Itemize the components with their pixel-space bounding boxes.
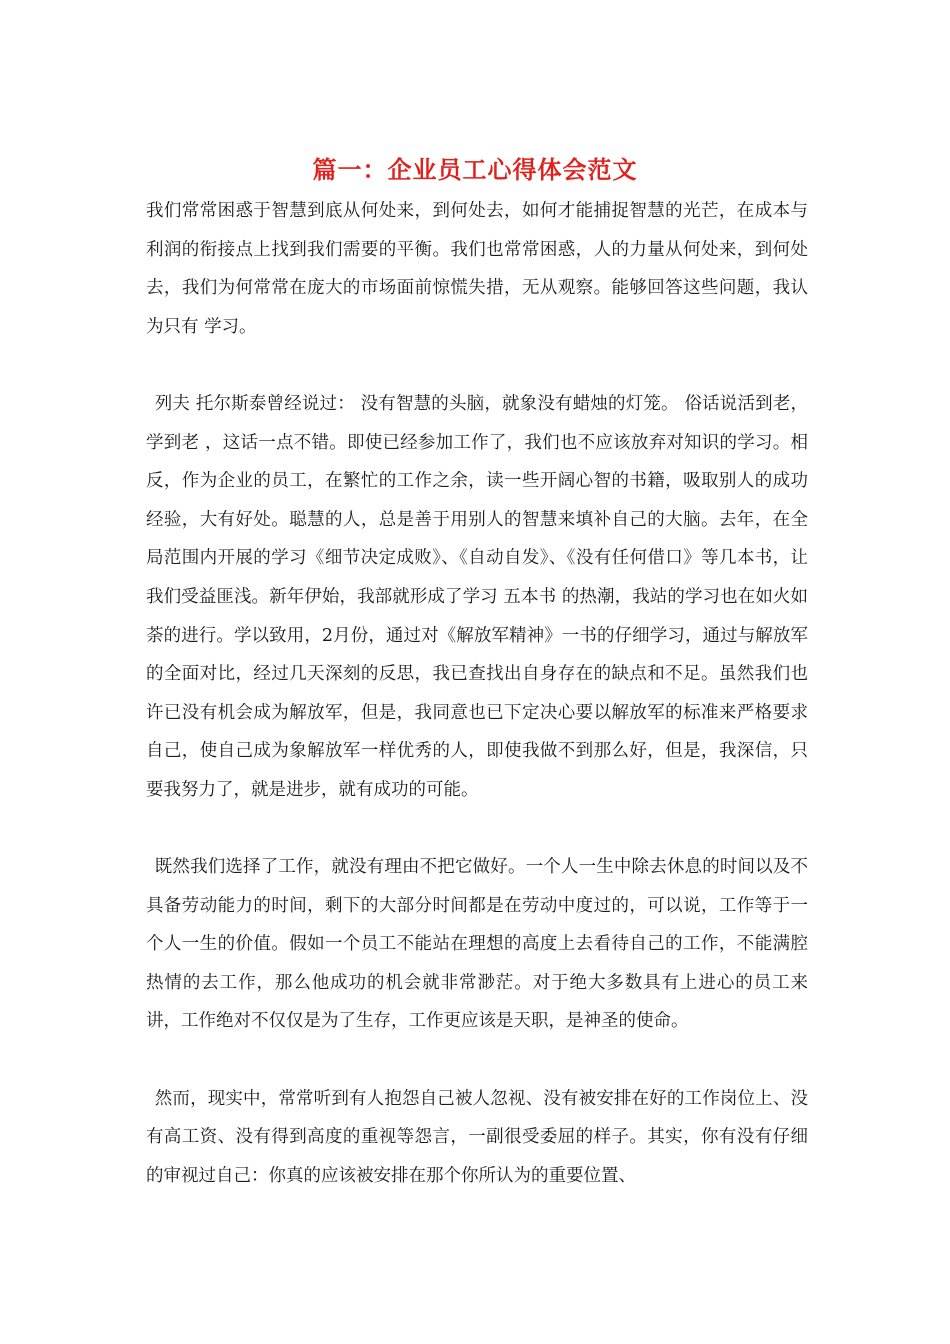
paragraph-3: 既然我们选择了工作，就没有理由不把它做好。一个人一生中除去休息的时间以及不具备劳动能力的时间，剩下的大部分时间都是在劳动中度过的，可以说，工作等于一个人一生的价值。假如一个员工不能站在理想的高度上去看待自己的工作，不能满腔热情的去工作，那么他成功的机会就非常渺茫。对于绝大多数具有上进心的员工来讲，工作绝对不仅仅是为了生存，工作更应该是天职，是神圣的使命。 (146, 857, 808, 1032)
paragraph-1: 我们常常困惑于智慧到底从何处来，到何处去，如何才能捕捉智慧的光芒，在成本与利润的衔接点上找到我们需要的平衡。我们也常常困惑，人的力量从何处来，到何处去，我们为何常常在庞大的市场面前惊慌失措，无从观察。能够回答这些问题，我认为只有 学习。 (146, 201, 808, 337)
document-title: 篇一：企业员工心得体会范文 (312, 155, 638, 184)
paragraph-2: 列夫 托尔斯泰曾经说过： 没有智慧的头脑，就象没有蜡烛的灯笼。 俗话说活到老，学到老 ，这话一点不错。即使已经参加工作了，我们也不应该放弃对知识的学习。相反，作为企业的员工，在繁忙的工作之余，读一些开阔心智的书籍，吸取别人的成功经验，大有好处。聪慧的人，总是善于用别人的智慧来填补自己的大脑。去年，在全局范围内开展的学习《细节决定成败》、《自动自发》、《没有任何借口》等几本书，让我们受益匪浅。新年伊始，我部就形成了学习 五本书 的热潮，我站的学习也在如火如荼的进行。学以致用，2月份，通过对《解放军精神》一书的仔细学习，通过与解放军的全面对比，经过几天深刻的反思，我已查找出自身存在的缺点和不足。虽然我们也许已没有机会成为解放军，但是，我同意也已下定决心要以解放军的标准来严格要求自己，使自己成为象解放军一样优秀的人，即使我做不到那么好，但是，我深信，只要我努力了，就是进步，就有成功的可能。 (146, 393, 808, 800)
document-body (146, 192, 808, 1195)
paragraph-4: 然而，现实中，常常听到有人抱怨自己被人忽视、没有被安排在好的工作岗位上、没有高工资、没有得到高度的重视等怨言，一副很受委屈的样子。其实，你有没有仔细的审视过自己：你真的应该被安排在那个你所认为的重要位置、 (146, 1088, 808, 1186)
